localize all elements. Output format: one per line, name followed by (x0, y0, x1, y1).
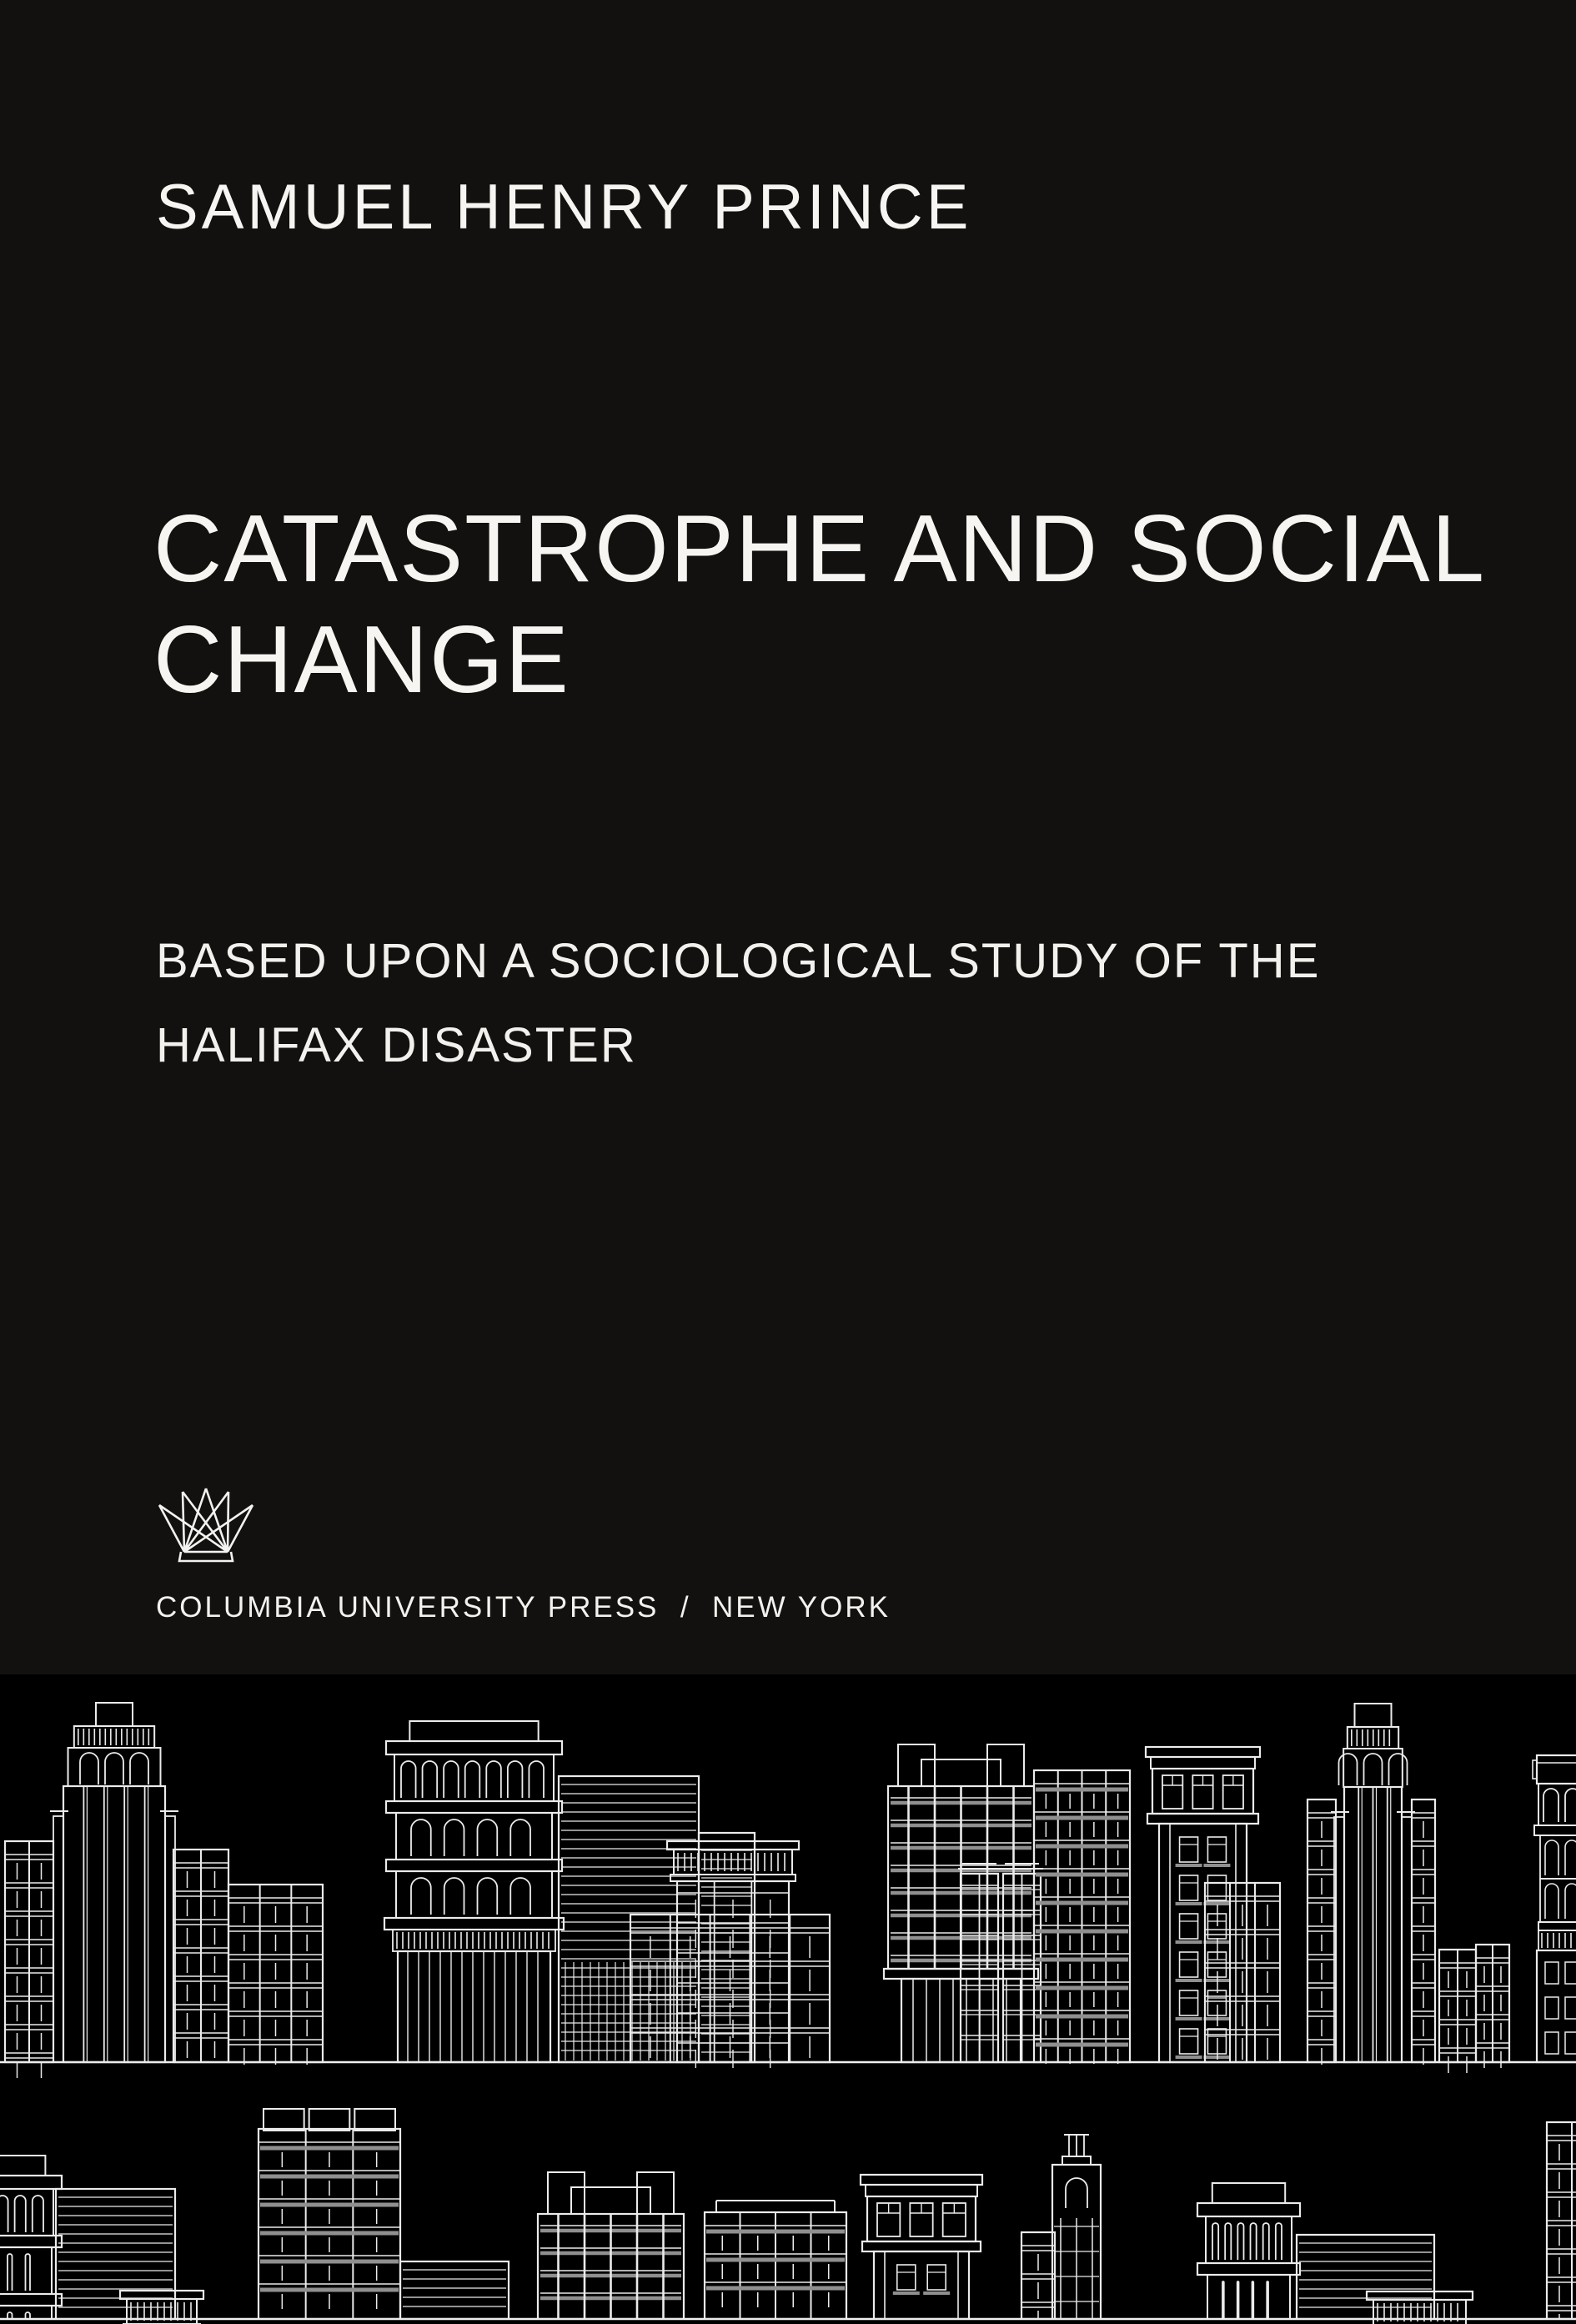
subtitle-line-2: HALIFAX DISASTER (156, 1018, 637, 1072)
title-line-1: CATASTROPHE AND SOCIAL (153, 496, 1487, 602)
subtitle-line-1: BASED UPON A SOCIOLOGICAL STUDY OF THE (156, 934, 1321, 988)
cityscape-svg (0, 1674, 1576, 2324)
author-name: SAMUEL HENRY PRINCE (156, 172, 972, 243)
book-title (153, 494, 1486, 715)
columbia-crown-logo-icon (154, 1488, 258, 1566)
publisher-imprint: COLUMBIA UNIVERSITY PRESS / NEW YORK (156, 1591, 891, 1624)
title-line-2: CHANGE (153, 607, 570, 713)
cityscape-illustration (0, 1674, 1576, 2324)
subtitle (156, 919, 1320, 1087)
